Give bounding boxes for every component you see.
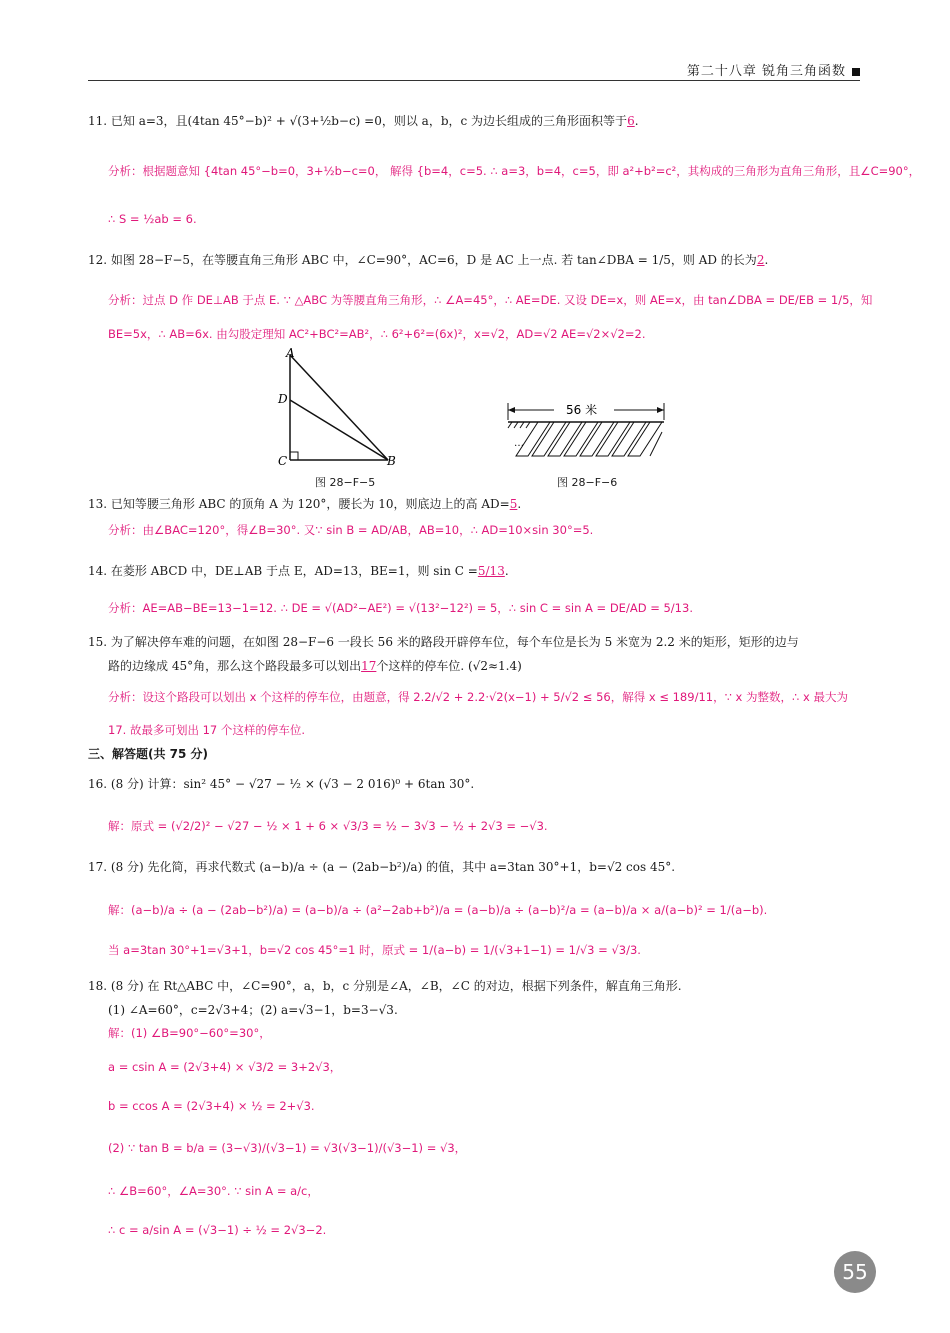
- label-B: B: [387, 454, 396, 468]
- question-16: 16. (8 分) 计算：sin² 45° − √27 − ½ × (√3 − 2 016)⁰ + 6tan 30°.: [88, 777, 475, 791]
- dim-arrow-right: [657, 407, 664, 413]
- solution-18-line5: ∴ ∠B=60°，∠A=30°. ∵ sin A = a/c，: [108, 1184, 319, 1198]
- figure-6-caption: 图 28−F−6: [557, 476, 618, 489]
- question-18-conditions: (1) ∠A=60°，c=2√3+4；(2) a=√3−1，b=3−√3.: [108, 1003, 398, 1017]
- solution-17-line2: 当 a=3tan 30°+1=√3+1，b=√2 cos 45°=1 时，原式 = 1/(a−b) = 1/(√3+1−1) = 1/√3 = √3/3.: [108, 943, 641, 957]
- solution-18-line6: ∴ c = a/sin A = (√3−1) ÷ ½ = 2√3−2.: [108, 1223, 327, 1237]
- length-label: 56 米: [566, 403, 598, 417]
- figure-5-caption: 图 28−F−5: [315, 476, 376, 489]
- solution-18-line1: 解：(1) ∠B=90°−60°=30°，: [108, 1026, 271, 1040]
- page-number-badge: 55: [834, 1251, 876, 1293]
- question-11: 11. 已知 a=3，且(4tan 45°−b)² + √(3+½b−c) =0，则以 a，b，c 为边长组成的三角形面积等于6.: [88, 114, 639, 128]
- figure-28-F-5: [270, 345, 410, 470]
- question-13: 13. 已知等腰三角形 ABC 的顶角 A 为 120°，腰长为 10，则底边上的高 AD=5.: [88, 497, 522, 511]
- side-AB: [290, 355, 388, 460]
- solution-16: 解：原式 = (√2/2)² − √27 − ½ × 1 + 6 × √3/3 = ½ − 3√3 − ½ + 2√3 = −√3.: [108, 819, 548, 833]
- analysis-15-line1: 分析：设这个路段可以划出 x 个这样的停车位，由题意，得 2.2/√2 + 2.2·√2(x−1) + 5/√2 ≤ 56，解得 x ≤ 189/11，∵ x 为整数，∴ x 最大为: [108, 690, 848, 704]
- page-header: [88, 60, 860, 81]
- question-15-line1: 15. 为了解决停车难的问题，在如图 28−F−6 一段长 56 米的路段开辟停车位，每个车位是长为 5 米宽为 2.2 米的矩形，矩形的边与: [88, 635, 799, 649]
- segment-DB: [290, 400, 388, 460]
- label-A: A: [286, 346, 295, 360]
- figure-28-F-6: [502, 398, 672, 468]
- label-C: C: [278, 454, 288, 468]
- dim-arrow-left: [508, 407, 515, 413]
- analysis-14: 分析：AE=AB−BE=13−1=12. ∴ DE = √(AD²−AE²) = √(13²−12²) = 5，∴ sin C = sin A = DE/AD = 5/13.: [108, 601, 693, 615]
- question-18: 18. (8 分) 在 Rt△ABC 中，∠C=90°，a，b，c 分别是∠A，∠B，∠C 的对边，根据下列条件，解直角三角形.: [88, 979, 682, 993]
- question-14: 14. 在菱形 ABCD 中，DE⊥AB 于点 E，AD=13，BE=1，则 sin C =5/13.: [88, 564, 509, 578]
- analysis-11-line2: ∴ S = ½ab = 6.: [108, 212, 197, 226]
- solution-17-line1: 解：(a−b)/a ÷ (a − (2ab−b²)/a) = (a−b)/a ÷ (a²−2ab+b²)/a = (a−b)/a ÷ (a−b)²/a = (a−b)/a × a/(a−b)² = 1/(a−b).: [108, 903, 768, 917]
- solution-18-line3: b = ccos A = (2√3+4) × ½ = 2+√3.: [108, 1099, 315, 1113]
- right-angle-mark: [290, 452, 298, 460]
- question-12: 12. 如图 28−F−5，在等腰直角三角形 ABC 中，∠C=90°，AC=6，D 是 AC 上一点. 若 tan∠DBA = 1/5，则 AD 的长为2.: [88, 253, 769, 267]
- header-square-icon: [852, 68, 860, 76]
- ellipsis: …: [514, 438, 524, 449]
- analysis-12-line1: 分析：过点 D 作 DE⊥AB 于点 E. ∵ △ABC 为等腰直角三角形，∴ ∠A=45°，∴ AE=DE. 又设 DE=x，则 AE=x，由 tan∠DBA = DE/EB = 1/5，知: [108, 293, 873, 307]
- label-D: D: [278, 392, 288, 406]
- question-15-line2: 路的边缘成 45°角，那么这个路段最多可以划出17个这样的停车位. (√2≈1.4): [108, 659, 522, 673]
- solution-18-line2: a = csin A = (2√3+4) × √3/2 = 3+2√3，: [108, 1060, 342, 1074]
- analysis-11-line1: 分析：根据题意知 {4tan 45°−b=0，3+½b−c=0， 解得 {b=4，c=5. ∴ a=3，b=4，c=5，即 a²+b²=c²，其构成的三角形为直角三角形，且∠C=90°，: [108, 164, 921, 178]
- question-17: 17. (8 分) 先化简，再求代数式 (a−b)/a ÷ (a − (2ab−b²)/a) 的值，其中 a=3tan 30°+1，b=√2 cos 45°.: [88, 860, 676, 874]
- chapter-title: 第二十八章 锐角三角函数: [687, 60, 860, 79]
- parking-spaces: [508, 422, 662, 456]
- solution-18-line4: (2) ∵ tan B = b/a = (3−√3)/(√3−1) = √3(√3−1)/(√3−1) = √3，: [108, 1141, 467, 1155]
- analysis-12-line2: BE=5x，∴ AB=6x. 由勾股定理知 AC²+BC²=AB²，∴ 6²+6²=(6x)²，x=√2，AD=√2 AE=√2×√2=2.: [108, 327, 646, 341]
- analysis-15-line2: 17. 故最多可划出 17 个这样的停车位.: [108, 723, 306, 737]
- analysis-13: 分析：由∠BAC=120°，得∠B=30°. 又∵ sin B = AD/AB，AB=10，∴ AD=10×sin 30°=5.: [108, 523, 594, 537]
- section-heading: 三、解答题(共 75 分): [88, 747, 209, 761]
